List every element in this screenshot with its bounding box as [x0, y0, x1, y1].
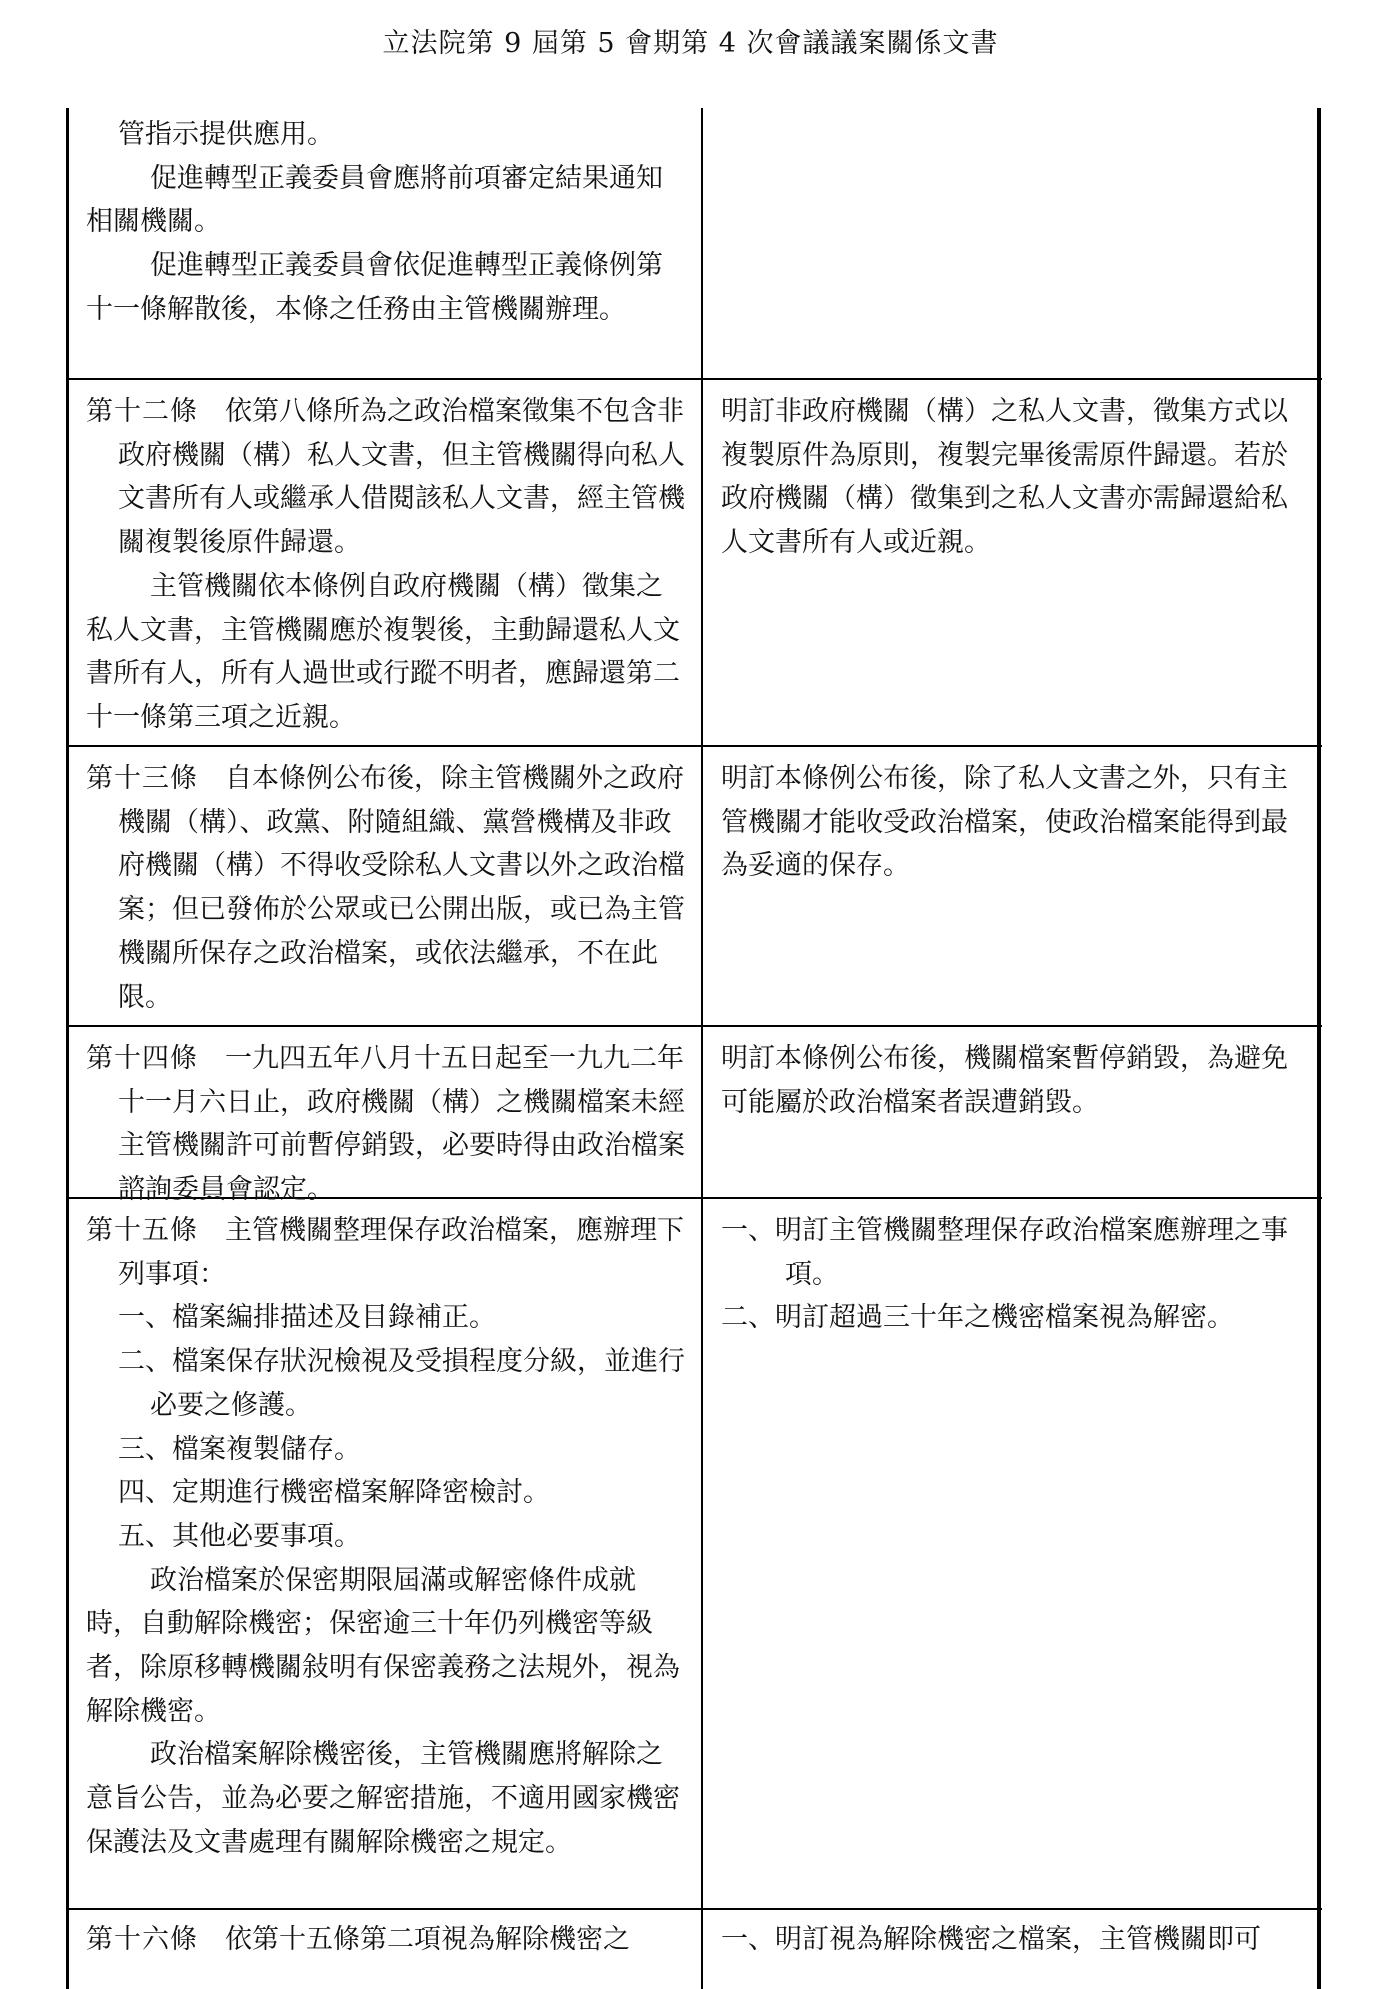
list-item: 四、定期進行機密檔案解降密檢討。 — [118, 1477, 550, 1509]
paragraph: 促進轉型正義委員會應將前項審定結果通知相關機關。 — [86, 162, 663, 238]
article-number: 第十五條 — [86, 1215, 198, 1246]
table-left-border — [66, 108, 69, 1989]
article-text: 依第八條所為之政治檔案徵集不包含非政府機關（構）私人文書，但主管機關得向私人文書所有人或繼承人借閱該私人文書，經主管機關複製後原件歸還。 — [118, 396, 685, 559]
explanation-text: 明訂本條例公布後，除了私人文書之外，只有主管機關才能收受政治檔案，使政治檔案能得到最為妥適的保存。 — [721, 763, 1288, 882]
explanation-text: 明訂非政府機關（構）之私人文書，徵集方式以複製原件為原則，複製完畢後需原件歸還。若於政府機關（構）徵集到之私人文書亦需歸還給私人文書所有人或近親。 — [721, 396, 1288, 559]
list-item: 五、其他必要事項。 — [118, 1520, 361, 1552]
article-number: 第十六條 — [86, 1924, 198, 1955]
table-row-article-12-right — [721, 390, 1311, 565]
article-number: 第十三條 — [86, 763, 198, 794]
list-item: 二、檔案保存狀況檢視及受損程度分級，並進行必要之修護。 — [118, 1346, 685, 1421]
table-row-article-12-left — [86, 390, 688, 740]
table-row-continuation-left — [86, 113, 688, 332]
article-first-paragraph — [86, 1037, 688, 1212]
row-divider — [66, 1025, 1322, 1027]
article-first-paragraph — [86, 390, 688, 565]
explanation-item: 一、明訂主管機關整理保存政治檔案應辦理之事項。 — [721, 1215, 1288, 1290]
continued-text: 管指示提供應用。 — [118, 119, 334, 150]
explanation-item: 一、明訂視為解除機密之檔案，主管機關即可 — [721, 1924, 1261, 1955]
table-row-article-16-right — [721, 1918, 1311, 1962]
row-divider — [66, 1908, 1322, 1910]
article-first-paragraph — [86, 1209, 688, 1296]
paragraph: 政治檔案於保密期限屆滿或解密條件成就時，自動解除機密；保密逾三十年仍列機密等級者，除原移轉機關敍明有保密義務之法規外，視為解除機密。 — [86, 1564, 680, 1727]
row-divider — [66, 745, 1322, 747]
list-item: 一、檔案編排描述及目錄補正。 — [118, 1302, 496, 1334]
explanation-item: 二、明訂超過三十年之機密檔案視為解密。 — [721, 1302, 1234, 1334]
article-number: 第十四條 — [86, 1043, 198, 1074]
article-text: 自本條例公布後，除主管機關外之政府機關（構）、政黨、附隨組織、黨營機構及非政府機關（構）不得收受除私人文書以外之政治檔案；但已發佈於公眾或已公開出版，或已為主管機關所保存之政治檔案，或依法繼承，不在此限。 — [118, 763, 685, 1013]
paragraph: 促進轉型正義委員會依促進轉型正義條例第十一條解散後，本條之任務由主管機關辦理。 — [86, 250, 663, 325]
table-row-article-14-left — [86, 1037, 688, 1212]
table-row-article-13-right — [721, 757, 1311, 888]
table-row-article-13-left — [86, 757, 688, 1019]
table-row-article-15-left — [86, 1209, 688, 1865]
article-text: 依第十五條第二項視為解除機密之 — [225, 1924, 630, 1955]
article-text: 主管機關整理保存政治檔案，應辦理下列事項： — [118, 1215, 684, 1290]
row-divider — [66, 378, 1322, 380]
article-first-paragraph — [86, 757, 688, 1019]
table-right-border — [1317, 108, 1321, 1989]
paragraph: 主管機關依本條例自政府機關（構）徵集之私人文書，主管機關應於複製後，主動歸還私人文書所有人，所有人過世或行蹤不明者，應歸還第二十一條第三項之近親。 — [86, 570, 680, 733]
table-column-divider — [701, 108, 703, 1989]
article-first-paragraph — [86, 1918, 688, 1962]
table-row-article-16-left — [86, 1918, 688, 1962]
page-header: 立法院第 9 屆第 5 會期第 4 次會議議案關係文書 — [382, 28, 999, 59]
explanation-text: 明訂本條例公布後，機關檔案暫停銷毀，為避免可能屬於政治檔案者誤遭銷毀。 — [721, 1043, 1288, 1118]
paragraph: 政治檔案解除機密後，主管機關應將解除之意旨公告，並為必要之解密措施，不適用國家機密保護法及文書處理有關解除機密之規定。 — [86, 1739, 680, 1858]
list-item: 三、檔案複製儲存。 — [118, 1433, 361, 1465]
article-number: 第十二條 — [86, 396, 198, 427]
table-row-article-14-right — [721, 1037, 1311, 1124]
article-text: 一九四五年八月十五日起至一九九二年十一月六日止，政府機關（構）之機關檔案未經主管機關許可前暫停銷毀，必要時得由政治檔案諮詢委員會認定。 — [118, 1043, 685, 1206]
comparison-table — [66, 108, 1322, 1989]
table-row-article-15-right — [721, 1209, 1311, 1340]
